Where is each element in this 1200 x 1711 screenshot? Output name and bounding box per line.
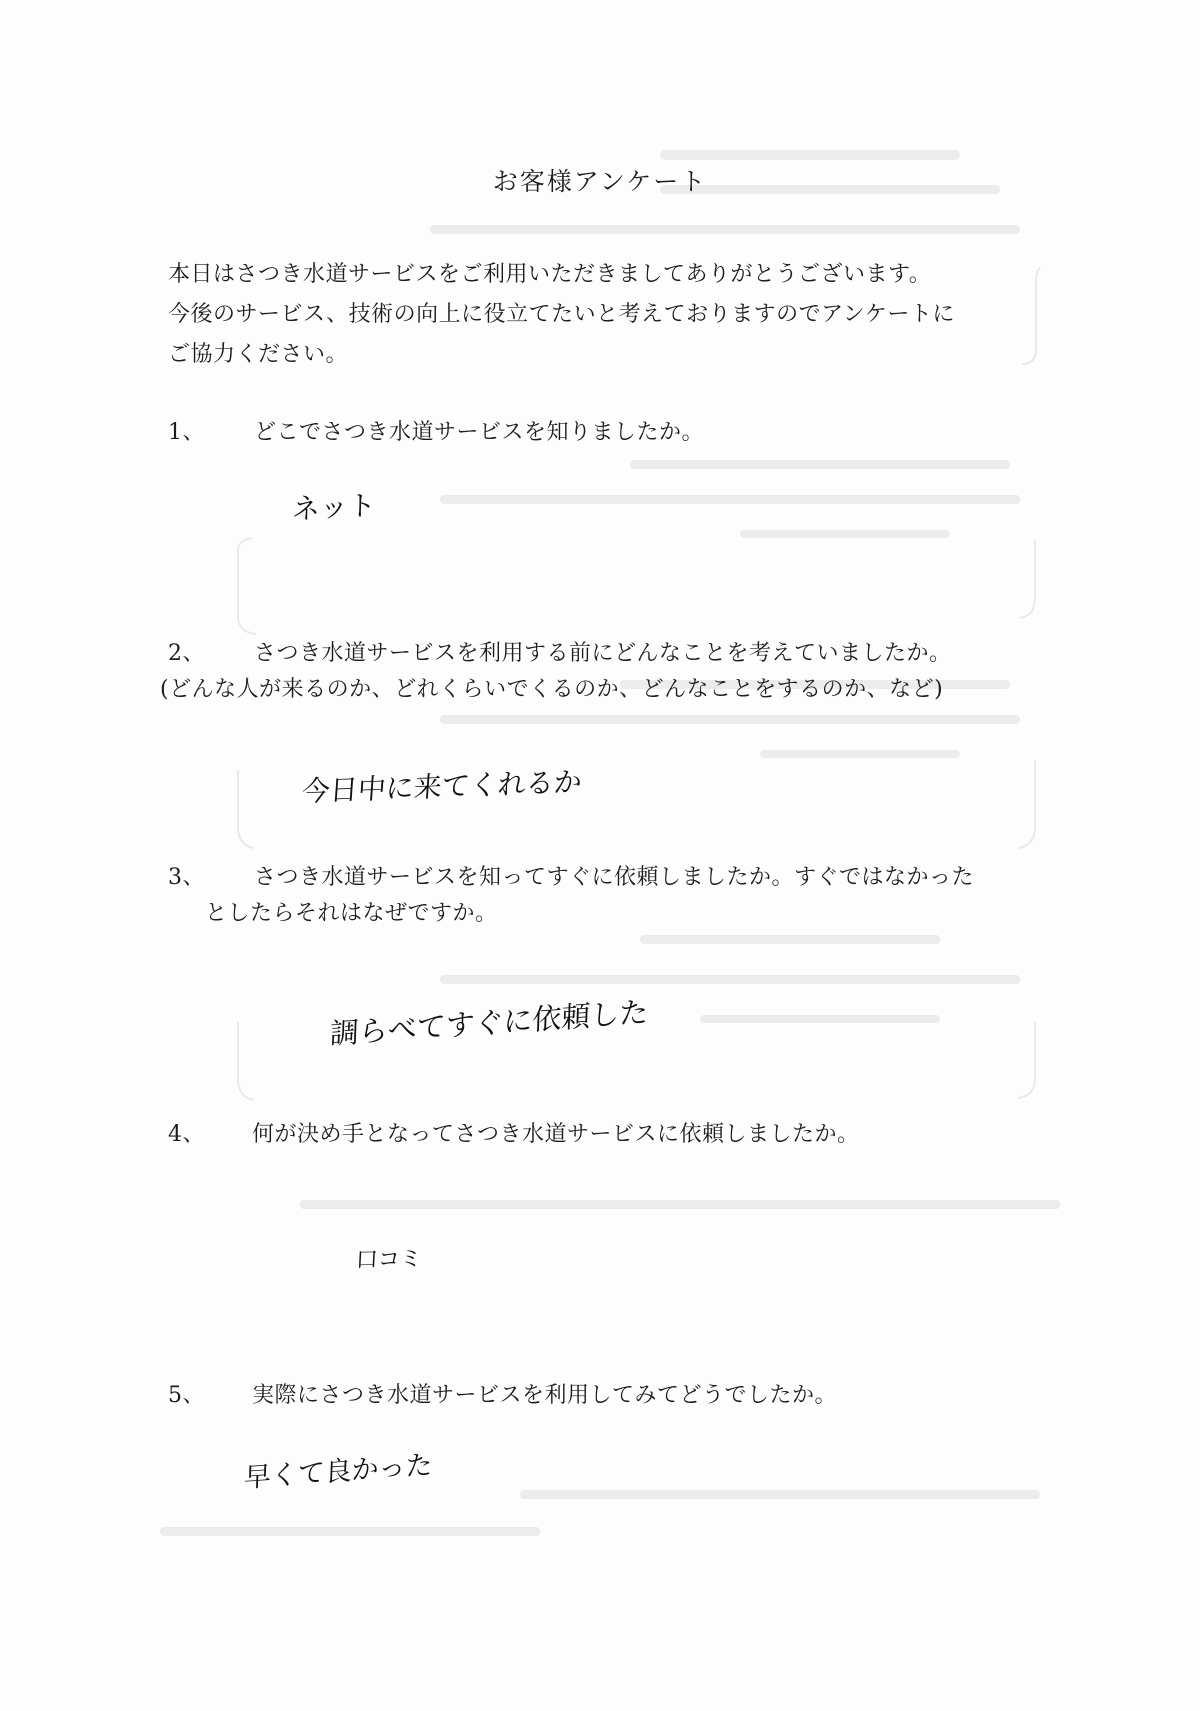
intro-line: 今後のサービス、技術の向上に役立てたいと考えておりますのでアンケートに (168, 302, 955, 327)
question-number: 1、 (168, 420, 205, 445)
intro-line: 本日はさつき水道サービスをご利用いただきましてありがとうございます。 (168, 262, 932, 287)
handwritten-answer-5: 早くて良かった (243, 1449, 433, 1495)
question-text: どこでさつき水道サービスを知りましたか。 (254, 420, 705, 445)
question-text: さつき水道サービスを利用する前にどんなことを考えていましたか。 (254, 641, 952, 666)
question-number: 3、 (168, 865, 205, 890)
intro-line: ご協力ください。 (168, 342, 349, 367)
handwritten-answer-3: 調らべてすぐに依頼した (329, 994, 649, 1052)
question-number: 5、 (168, 1383, 205, 1408)
handwritten-answer-2: 今日中に来てくれるか (300, 765, 583, 809)
question-number: 4、 (168, 1122, 205, 1147)
question-2-note: (どんな人が来るのか、どれくらいでくるのか、どんなことをするのか、など) (160, 677, 944, 702)
question-3-continued: としたらそれはなぜですか。 (205, 901, 498, 926)
question-number: 2、 (168, 641, 205, 666)
survey-title: お客様アンケート (492, 167, 708, 196)
question-text: 実際にさつき水道サービスを利用してみてどうでしたか。 (252, 1383, 838, 1408)
handwritten-answer-4: 口コミ (355, 1246, 423, 1274)
intro-text (168, 255, 1068, 375)
handwritten-answer-1: ネット (291, 488, 377, 527)
question-text: さつき水道サービスを知ってすぐに依頼しましたか。すぐではなかった (254, 865, 975, 890)
question-text: 何が決め手となってさつき水道サービスに依頼しましたか。 (252, 1122, 860, 1147)
